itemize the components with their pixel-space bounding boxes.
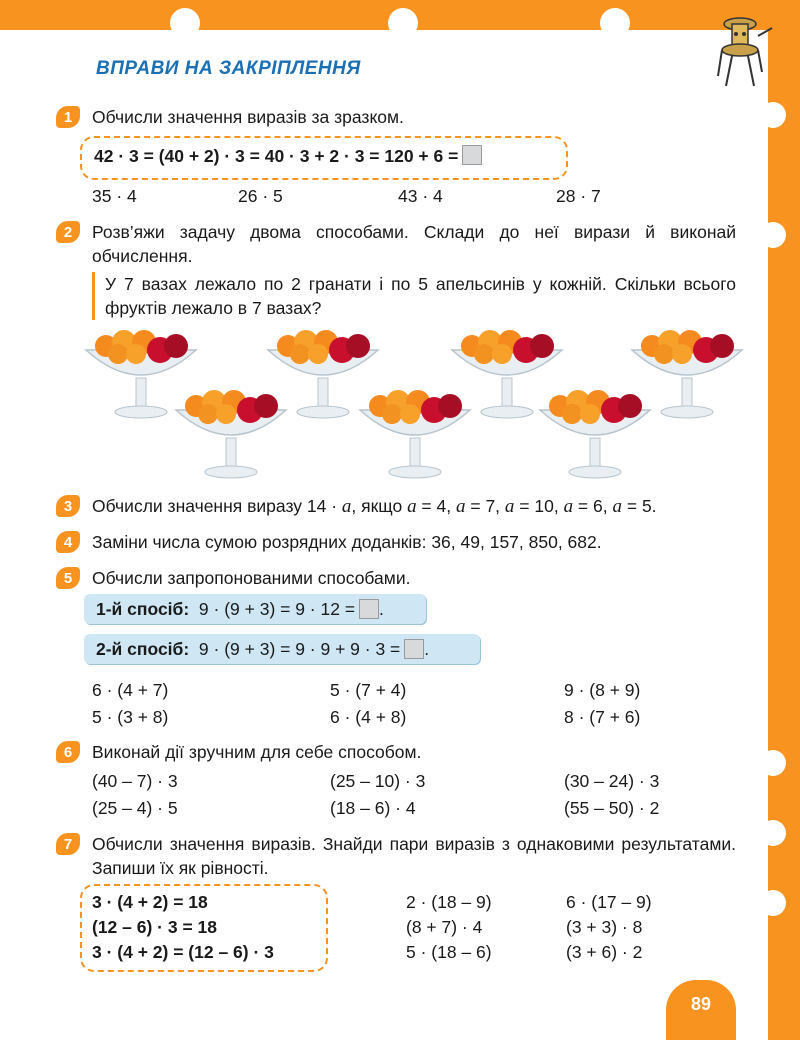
side-notch: [760, 820, 786, 846]
task7-item: (8 + 7) · 4: [406, 917, 483, 937]
task3-prefix: Обчисли значення виразу 14 ·: [92, 496, 342, 516]
task-number-badge: 1: [56, 106, 80, 128]
sample-expression: 42 · 3 = (40 + 2) · 3 = 40 · 3 + 2 · 3 = 120 + 6 =: [94, 146, 459, 166]
task6-text: Виконай дії зручним для себе способом.: [92, 742, 422, 762]
task2-text: Розв’яжи задачу двома способами. Склади до неї вирази й виконай обчислення.: [92, 222, 736, 266]
task3-value: 6: [593, 496, 603, 516]
task4-text: Заміни числа сумою розрядних доданків: 36, 49, 157, 850, 682.: [92, 532, 602, 552]
task5-item: 5 · (7 + 4): [330, 680, 407, 700]
answer-square: [404, 639, 424, 659]
variable-a: a: [455, 496, 466, 517]
task3-value: 10: [534, 496, 554, 516]
mascot-pushpin-icon: [712, 6, 778, 88]
task2-problem: У 7 вазах лежало по 2 гранати і по 5 апельсинів у кожній. Скільки всього фруктів лежало в 7 вазах?: [92, 272, 736, 320]
task5-item: 8 · (7 + 6): [564, 707, 641, 727]
task6-item: (25 – 4) · 5: [92, 798, 178, 818]
top-notch: [600, 8, 630, 38]
task-number-badge: 3: [56, 495, 80, 517]
task7-text: Обчисли значення виразів. Знайди пари виразів з однаковими результатами. Запиши їх як рівності.: [92, 834, 736, 878]
task1-item: 28 · 7: [556, 186, 601, 206]
task7-sample-line: (12 – 6) · 3 = 18: [92, 917, 218, 937]
task3-mid: , якщо: [351, 496, 408, 516]
side-notch: [760, 102, 786, 128]
answer-square: [462, 145, 482, 165]
task7-item: (3 + 3) · 8: [566, 917, 643, 937]
task5-item: 5 · (3 + 8): [92, 707, 169, 727]
task-number-badge: 5: [56, 567, 80, 589]
variable-a: a: [341, 496, 352, 517]
task-number-badge: 7: [56, 833, 80, 855]
task5-item: 6 · (4 + 8): [330, 707, 407, 727]
variable-a: a: [563, 496, 574, 517]
task-number-badge: 4: [56, 531, 80, 553]
task7-item: (3 + 6) · 2: [566, 942, 643, 962]
task6-item: (30 – 24) · 3: [564, 771, 660, 791]
variable-a: a: [407, 496, 417, 517]
side-notch: [760, 222, 786, 248]
task-number-badge: 2: [56, 221, 80, 243]
task1-item: 35 · 4: [92, 186, 137, 206]
task5-item: 6 · (4 + 7): [92, 680, 169, 700]
task3-text: Обчисли значення виразу 14 · a, якщо a = 4, a = 7, a = 10, a = 6, a = 5.: [92, 496, 657, 517]
variable-a: a: [504, 496, 515, 517]
task7-sample-line: 3 · (4 + 2) = 18: [92, 892, 208, 912]
task5-item: 9 · (8 + 9): [564, 680, 641, 700]
task1-item: 26 · 5: [238, 186, 283, 206]
method2-expression: 9 · (9 + 3) = 9 · 9 + 9 · 3 =: [198, 638, 401, 659]
top-notch: [170, 8, 200, 38]
task7-sample-line: 3 · (4 + 2) = (12 – 6) · 3: [92, 942, 274, 962]
side-notch: [760, 750, 786, 776]
task7-item: 5 · (18 – 6): [406, 942, 492, 962]
side-notch: [760, 890, 786, 916]
answer-square: [359, 599, 379, 619]
task7-item: 2 · (18 – 9): [406, 892, 492, 912]
task7-item: 6 · (17 – 9): [566, 892, 652, 912]
task-number-badge: 6: [56, 741, 80, 763]
task1-item: 43 · 4: [398, 186, 443, 206]
task6-item: (55 – 50) · 2: [564, 798, 660, 818]
task1-sample: [94, 144, 482, 168]
right-border: [768, 0, 800, 1040]
task5-text: Обчисли запропонованими способами.: [92, 568, 411, 588]
method1-label: 1-й спосіб:: [96, 598, 190, 619]
method1-box: 1-й спосіб: 9 · (9 + 3) = 9 · 12 = .: [84, 594, 426, 624]
method1-expression: 9 · (9 + 3) = 9 · 12 =: [198, 598, 356, 619]
task6-item: (40 – 7) · 3: [92, 771, 178, 791]
task3-value: 5.: [641, 496, 657, 516]
method2-box: 2-й спосіб: 9 · (9 + 3) = 9 · 9 + 9 · 3 = .: [84, 634, 480, 664]
task1-text: Обчисли значення виразів за зразком.: [92, 107, 404, 127]
task6-item: (18 – 6) · 4: [330, 798, 416, 818]
task3-value: 4: [436, 496, 447, 516]
fruit-vases-illustration: [80, 322, 770, 482]
top-notch: [388, 8, 418, 38]
section-title: ВПРАВИ НА ЗАКРІПЛЕННЯ: [96, 58, 361, 79]
page-number: 89: [666, 980, 736, 1040]
variable-a: a: [612, 496, 622, 517]
task3-value: 7: [485, 496, 496, 516]
method2-label: 2-й спосіб:: [96, 638, 190, 659]
task6-item: (25 – 10) · 3: [330, 771, 426, 791]
